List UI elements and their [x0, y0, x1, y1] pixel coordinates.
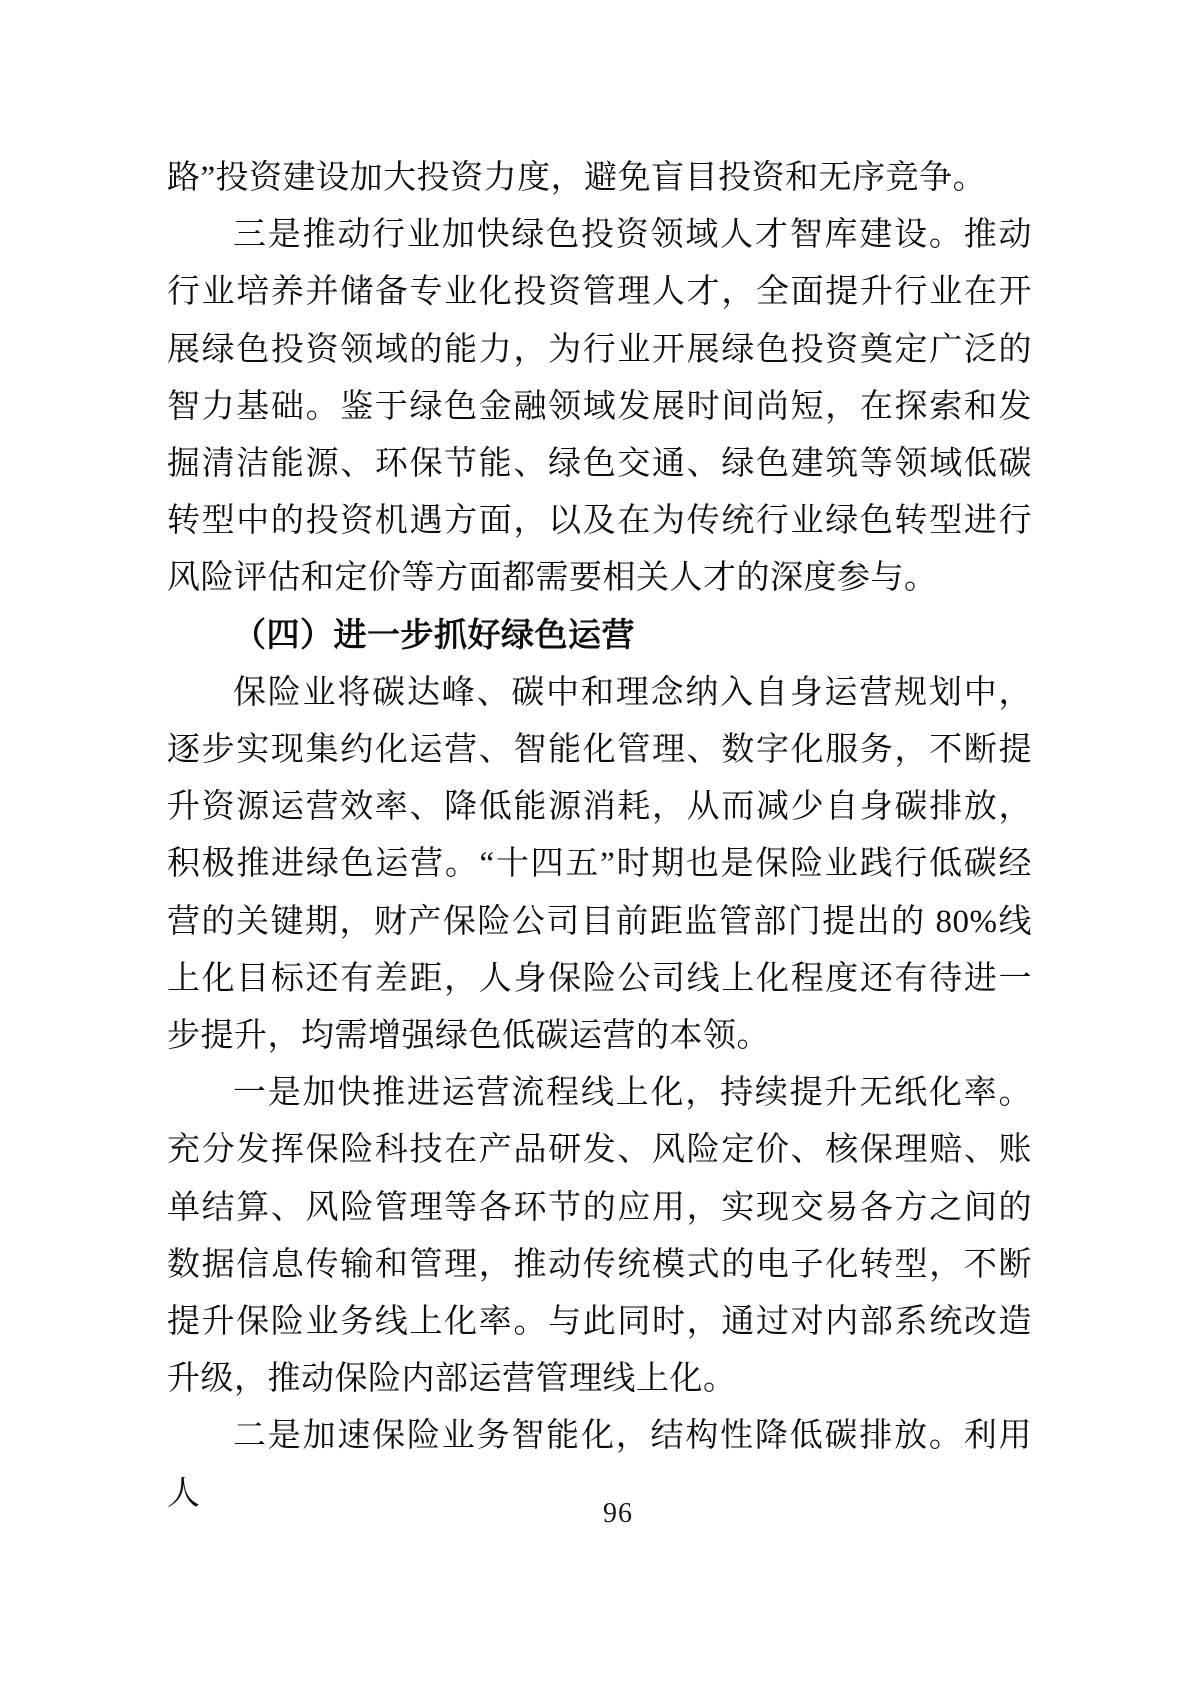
- paragraph: 路”投资建设加大投资力度，避免盲目投资和无序竞争。: [167, 160, 987, 196]
- paragraph: 一是加快推进运营流程线上化，持续提升无纸化率。充分发挥保险科技在产品研发、风险定价、核保理赔、账单结算、风险管理等各环节的应用，实现交易各方之间的数据信息传输和管理，推动传统模式的电子化转型，不断提升保险业务线上化率。与此同时，通过对内部系统改造升级，推动保险内部运营管理线上化。: [167, 1075, 1032, 1398]
- paragraph: 三是推动行业加快绿色投资领域人才智库建设。推动行业培养并储备专业化投资管理人才，全面提升行业在开展绿色投资领域的能力，为行业开展绿色投资奠定广泛的智力基础。鉴于绿色金融领域发展时间尚短，在探索和发掘清洁能源、环保节能、绿色交通、绿色建筑等领域低碳转型中的投资机遇方面，以及在为传统行业绿色转型进行风险评估和定价等方面都需要相关人才的深度参与。: [167, 217, 1032, 597]
- paragraph: 二是加速保险业务智能化，结构性降低碳排放。利用人: [167, 1418, 1032, 1512]
- paragraph: 保险业将碳达峰、碳中和理念纳入自身运营规划中，逐步实现集约化运营、智能化管理、数字化服务，不断提升资源运营效率、降低能源消耗，从而减少自身碳排放，积极推进绿色运营。“十四五”时期也是保险业践行低碳经营的关键期，财产保险公司目前距监管部门提出的 80%线上化目标还有差距，人身保险公司线上化程度还有待进一步提升，均需增强绿色低碳运营的本领。: [167, 674, 1032, 1055]
- page-number: 96: [603, 1498, 633, 1529]
- text-block: [167, 150, 1032, 1523]
- section-heading: （四）进一步抓好绿色运营: [233, 617, 635, 654]
